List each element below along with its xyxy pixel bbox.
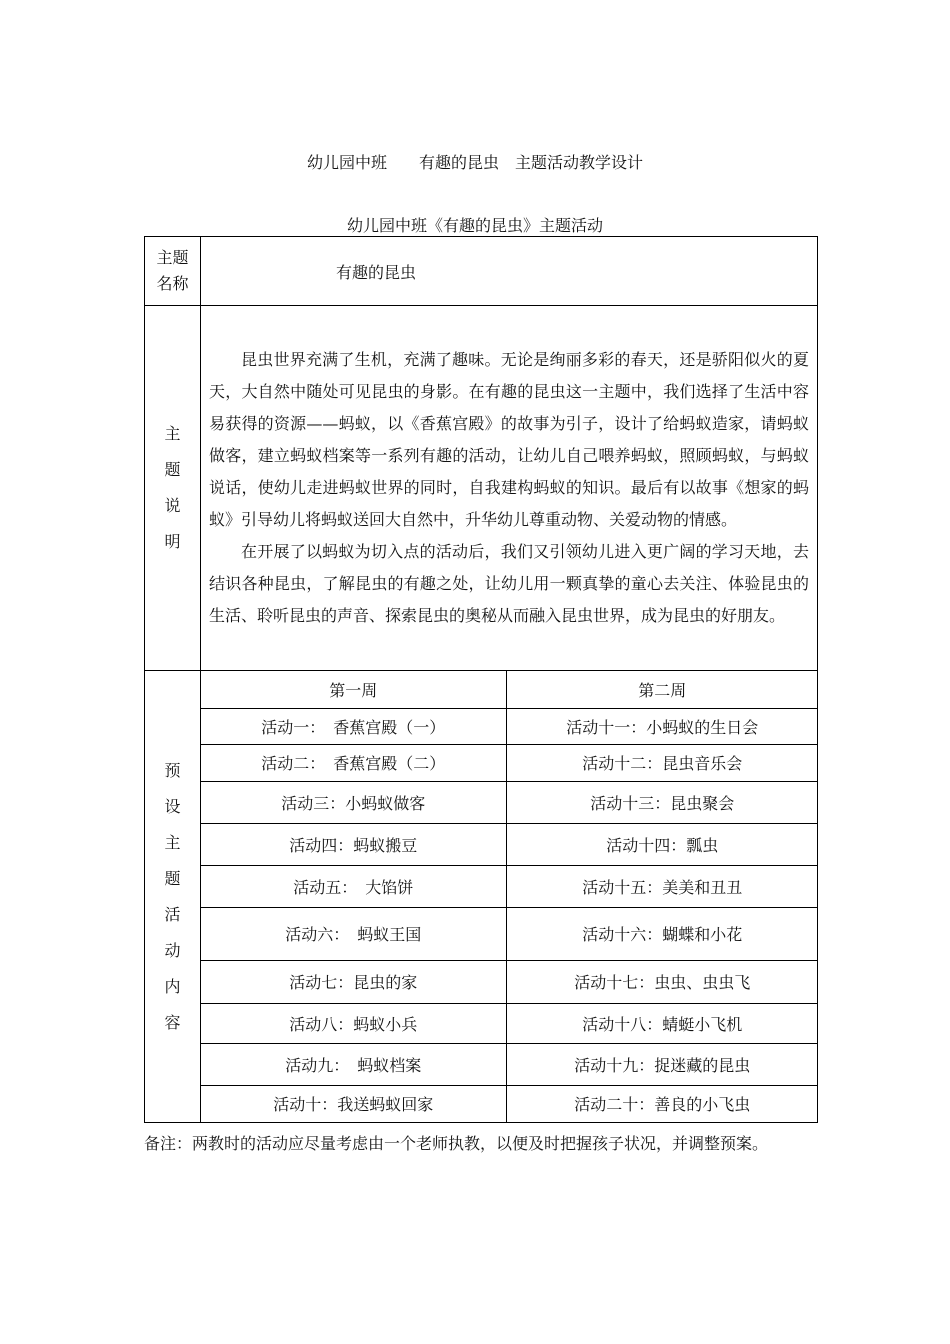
theme-desc-label xyxy=(145,306,201,671)
week2-activity: 活动十二：昆虫音乐会 xyxy=(506,744,818,781)
document-title: 幼儿园中班 有趣的昆虫 主题活动教学设计 xyxy=(306,153,643,172)
week1-activity: 活动二： 香蕉宫殿（二） xyxy=(201,744,506,781)
week1-activity: 活动一： 香蕉宫殿（一） xyxy=(201,708,506,744)
activity-row xyxy=(201,781,818,823)
week1-activity: 活动四：蚂蚁搬豆 xyxy=(201,823,506,865)
week1-activity: 活动十：我送蚂蚁回家 xyxy=(201,1085,506,1122)
activity-row xyxy=(201,708,818,744)
activity-row xyxy=(201,823,818,865)
week1-activity: 活动六： 蚂蚁王国 xyxy=(201,907,506,960)
week1-activity: 活动九： 蚂蚁档案 xyxy=(201,1043,506,1085)
week2-activity: 活动十四：瓢虫 xyxy=(506,823,818,865)
desc-paragraph-1: 昆虫世界充满了生机，充满了趣味。无论是绚丽多彩的春天，还是骄阳似火的夏天，大自然中随处可见昆虫的身影。在有趣的昆虫这一主题中，我们选择了生活中容易获得的资源——蚂蚁，以《香蕉宫殿》的故事为引子，设计了给蚂蚁造家，请蚂蚁做客，建立蚂蚁档案等一系列有趣的活动，让幼儿自己喂养蚂蚁，照顾蚂蚁，与蚂蚁说话，使幼儿走进蚂蚁世界的同时，自我建构蚂蚁的知识。最后有以故事《想家的蚂蚁》引导幼儿将蚂蚁送回大自然中，升华幼儿尊重动物、关爱动物的情感。 xyxy=(209,350,809,529)
week1-activity: 活动五： 大馅饼 xyxy=(201,865,506,907)
theme-plan-table xyxy=(144,236,818,1123)
theme-description xyxy=(201,306,818,671)
theme-name-label-text: 主题 名称 xyxy=(156,248,189,293)
week1-activity: 活动八：蚂蚁小兵 xyxy=(201,1003,506,1043)
week2-header: 第二周 xyxy=(506,671,818,708)
week2-activity: 活动十一：小蚂蚁的生日会 xyxy=(506,708,818,744)
theme-desc-label-text: 主 题 说 明 xyxy=(164,424,181,551)
week2-activity: 活动二十：善良的小飞虫 xyxy=(506,1085,818,1122)
week1-activity: 活动七：昆虫的家 xyxy=(201,960,506,1003)
week2-activity: 活动十九：捉迷藏的昆虫 xyxy=(506,1043,818,1085)
activities-label xyxy=(145,671,201,1123)
activity-row xyxy=(201,960,818,1003)
activity-row xyxy=(201,744,818,781)
activity-row xyxy=(201,1043,818,1085)
activity-row xyxy=(201,1003,818,1043)
activity-row xyxy=(201,865,818,907)
week1-activity: 活动三：小蚂蚁做客 xyxy=(201,781,506,823)
desc-paragraph-2: 在开展了以蚂蚁为切入点的活动后，我们又引领幼儿进入更广阔的学习天地，去结识各种昆虫，了解昆虫的有趣之处，让幼儿用一颗真挚的童心去关注、体验昆虫的生活、聆听昆虫的声音、探索昆虫的奥秘从而融入昆虫世界，成为昆虫的好朋友。 xyxy=(209,542,809,625)
week2-activity: 活动十六：蝴蝶和小花 xyxy=(506,907,818,960)
activity-row xyxy=(201,907,818,960)
week2-activity: 活动十八：蜻蜓小飞机 xyxy=(506,1003,818,1043)
theme-name-value: 有趣的昆虫 xyxy=(201,237,818,306)
week1-header: 第一周 xyxy=(201,671,506,708)
activities-cell xyxy=(201,671,818,1123)
activities-label-text: 预 设 主 题 活 动 内 容 xyxy=(164,760,181,1032)
week2-activity: 活动十七：虫虫、虫虫飞 xyxy=(506,960,818,1003)
week2-activity: 活动十五：美美和丑丑 xyxy=(506,865,818,907)
footnote: 备注：两教时的活动应尽量考虑由一个老师执教，以便及时把握孩子状况，并调整预案。 xyxy=(144,1134,769,1153)
activities-table xyxy=(201,671,818,1122)
theme-name-label xyxy=(145,237,201,306)
table-caption: 幼儿园中班《有趣的昆虫》主题活动 xyxy=(346,216,603,235)
week2-activity: 活动十三：昆虫聚会 xyxy=(506,781,818,823)
activity-row xyxy=(201,1085,818,1122)
